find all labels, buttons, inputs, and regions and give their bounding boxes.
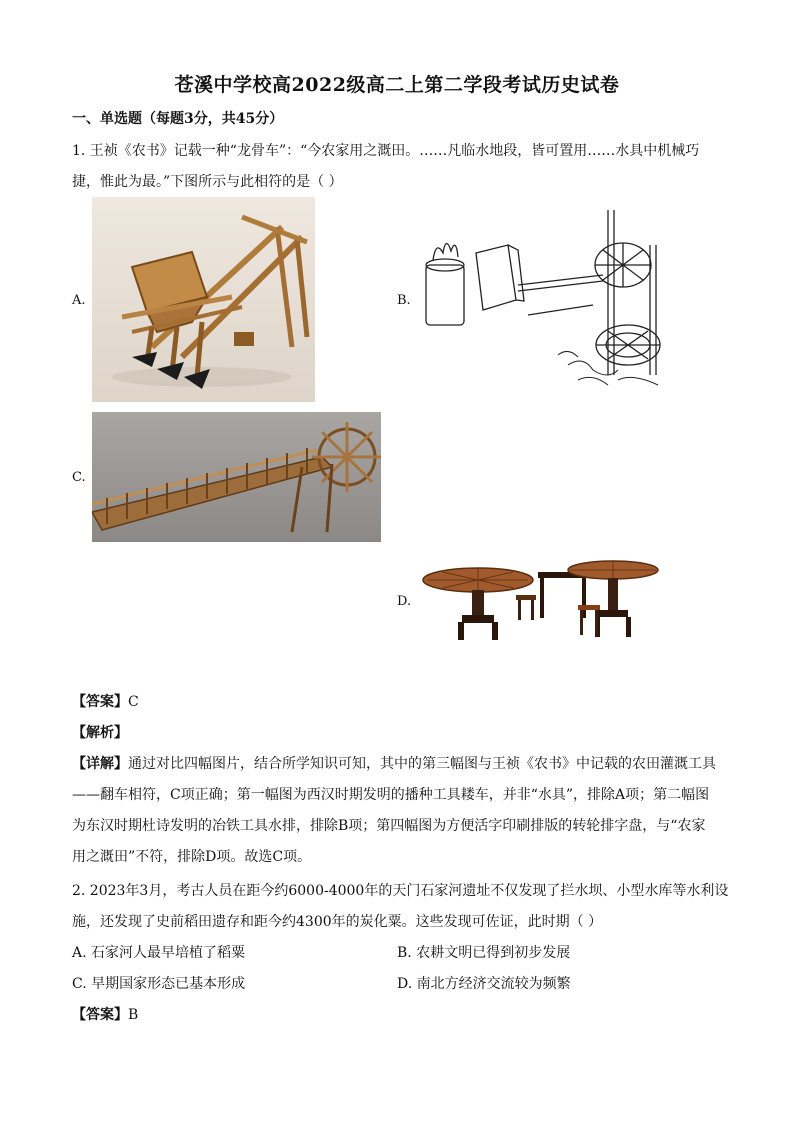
q1-option-b-label: B. [397,293,411,308]
q2-stem-line2: 施，还发现了史前稻田遗存和距今约4300年的炭化粟。这些发现可佐证，此时期（ ） [72,914,603,930]
q1-stem-line1: 1. 王祯《农书》记载一种“龙骨车”：“今农家用之溉田。……凡临水地段，皆可置用……水具中机械巧 [72,143,700,159]
q2-answer [72,1004,138,1024]
q1-answer [72,691,139,711]
q2-option-b: B. 农耕文明已得到初步发展 [397,945,571,961]
q1-answer-label: 【答案】 [72,694,128,710]
q2-answer-label: 【答案】 [72,1007,128,1023]
q1-detail-label: 【详解】 [72,756,128,772]
q2-answer-value: B [128,1007,139,1023]
page-title: 苍溪中学校高2022级高二上第二学段考试历史试卷 [174,74,620,96]
q1-answer-value: C [128,694,139,710]
q2-option-d: D. 南北方经济交流较为频繁 [397,976,571,992]
q2-option-a: A. 石家河人最早培植了稻粟 [72,945,246,961]
q1-detail-line2: ——翻车相符，C项正确；第一幅图为西汉时期发明的播种工具耧车，并非“水具”，排除A项；第二幅图 [72,787,710,803]
rotary-type-table-image [418,560,668,645]
q1-option-a-label: A. [72,293,86,308]
water-bellows-image [418,205,668,400]
q2-option-c: C. 早期国家形态已基本形成 [72,976,246,992]
seed-drill-image [92,197,315,402]
q1-analysis-label: 【解析】 [72,725,128,741]
section-heading: 一、单选题（每题3分，共45分） [72,111,284,127]
q2-stem-line1: 2. 2023年3月，考古人员在距今约6000-4000年的天门石家河遗址不仅发现了拦水坝、小型水库等水利设 [72,883,729,899]
q1-detail-line3: 为东汉时期杜诗发明的冶铁工具水排，排除B项；第四幅图为方便活字印刷排版的转轮排字盘，与“农家 [72,818,706,834]
q1-option-d-label: D. [397,594,412,609]
chain-pump-image [92,412,381,542]
q1-detail-line1 [72,753,716,773]
q1-detail-text1: 通过对比四幅图片，结合所学知识可知，其中的第三幅图与王祯《农书》中记载的农田灌溉工具 [128,756,716,772]
q1-option-c-label: C. [72,470,86,485]
q1-stem-line2: 捷，惟此为最。”下图所示与此相符的是（ ） [72,174,343,190]
q1-detail-line4: 用之溉田”不符，排除D项。故选C项。 [72,849,312,865]
